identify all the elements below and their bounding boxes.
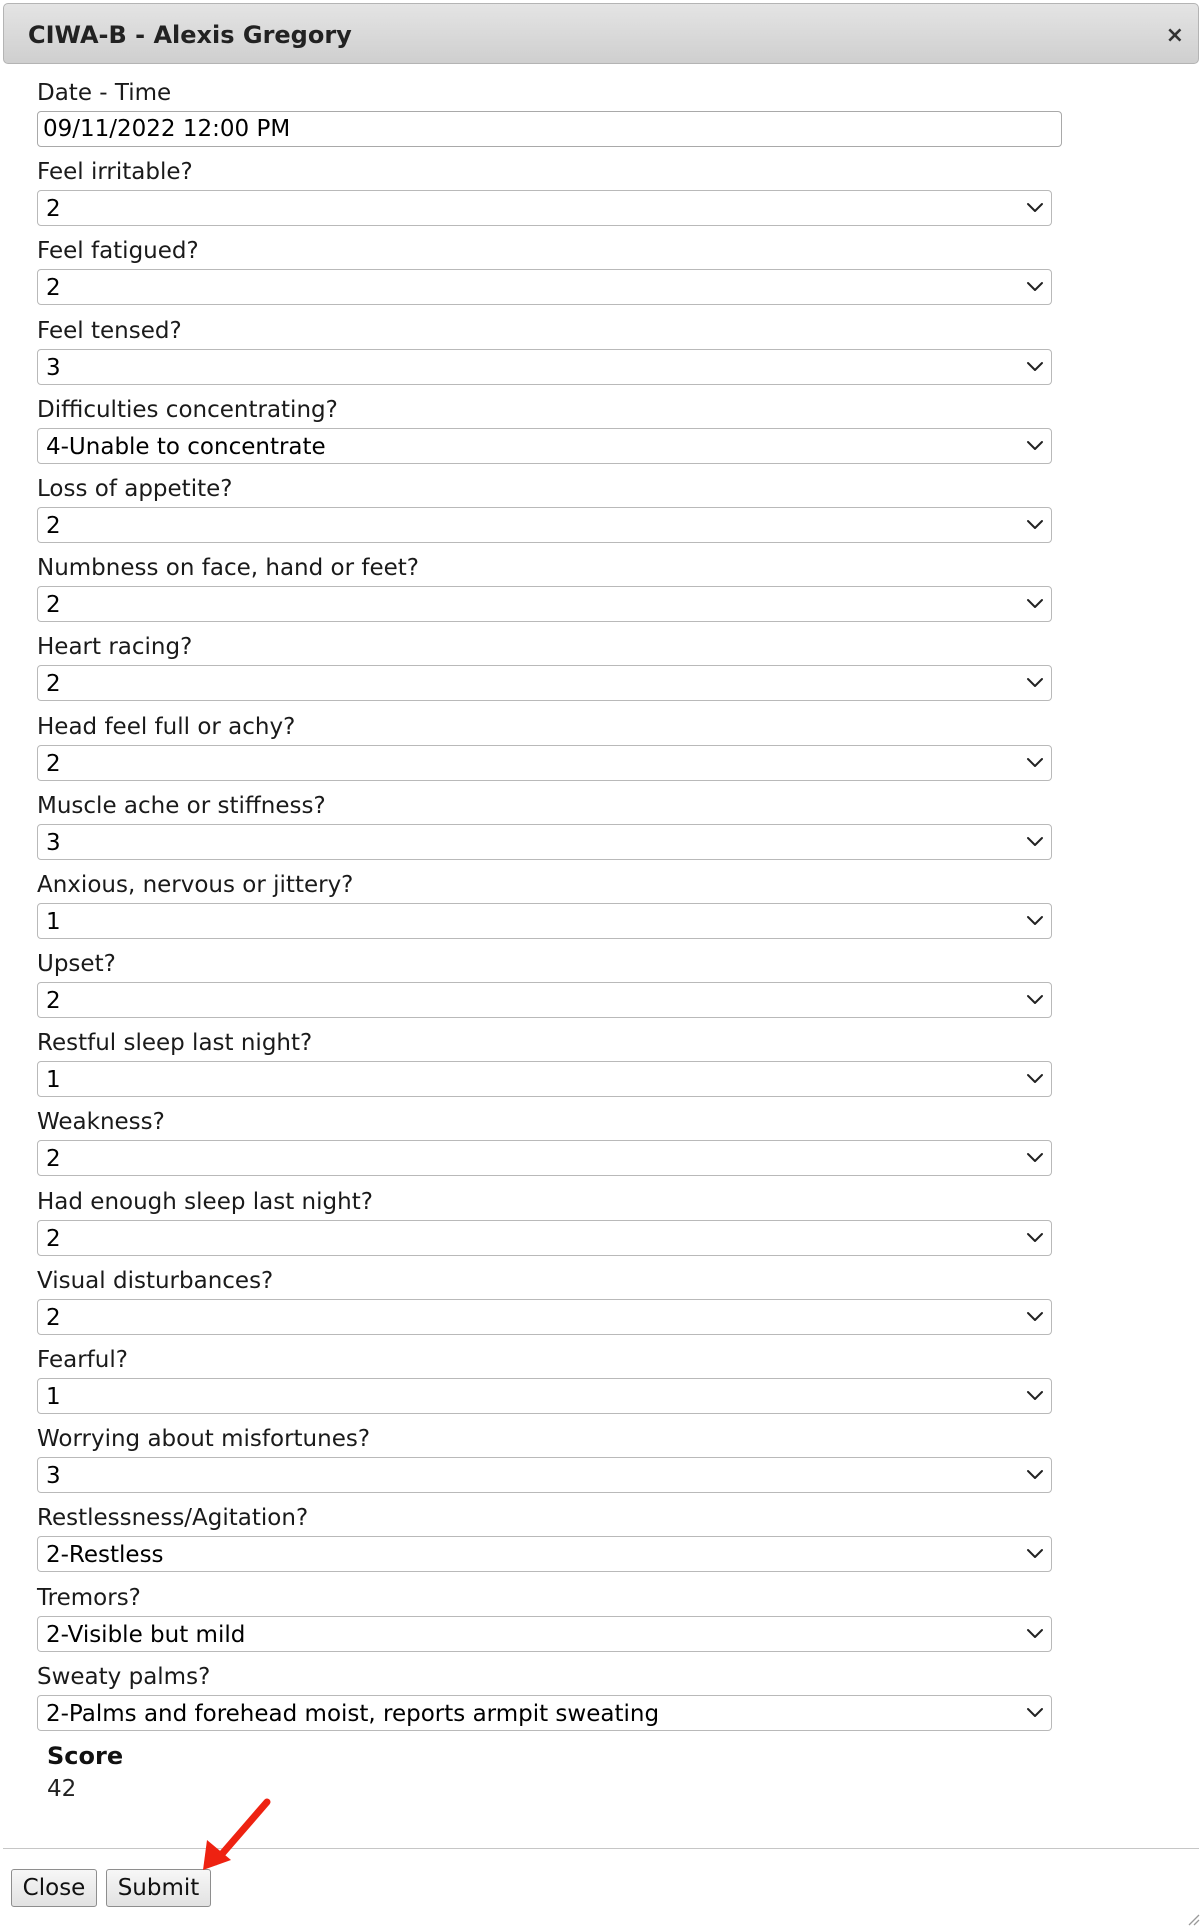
question-field (37, 475, 1067, 554)
question-field (37, 1346, 1067, 1425)
question-field (37, 1108, 1067, 1187)
submit-button[interactable]: Submit (106, 1869, 211, 1907)
question-label: Heart racing? (37, 634, 193, 661)
question-label: Fearful? (37, 1347, 128, 1373)
date-time-input[interactable] (37, 111, 1062, 147)
question-select[interactable] (37, 586, 1052, 622)
chevron-down-icon (1025, 439, 1045, 453)
chevron-down-icon (1025, 835, 1045, 849)
question-field (37, 1584, 1067, 1663)
chevron-down-icon (1025, 518, 1045, 532)
question-field (37, 1188, 1067, 1267)
chevron-down-icon (1025, 1627, 1045, 1641)
question-field (37, 871, 1067, 950)
chevron-down-icon (1025, 1389, 1045, 1403)
question-label: Loss of appetite? (37, 475, 233, 502)
question-field (37, 713, 1067, 792)
question-field (37, 1504, 1067, 1583)
question-label: Head feel full or achy? (37, 713, 296, 740)
chevron-down-icon (1025, 360, 1045, 374)
question-select-value: 2 (46, 592, 61, 619)
question-field (37, 1663, 1067, 1742)
chevron-down-icon (1025, 1310, 1045, 1324)
question-select[interactable] (37, 1457, 1052, 1493)
question-field (37, 1267, 1067, 1346)
question-field (37, 554, 1067, 633)
question-select[interactable] (37, 824, 1052, 860)
question-select-value: 1 (46, 1067, 61, 1094)
footer-divider (3, 1848, 1199, 1849)
question-select-value: 2 (46, 196, 61, 223)
chevron-down-icon (1025, 756, 1045, 770)
score-label: Score (47, 1742, 124, 1770)
chevron-down-icon (1025, 280, 1045, 294)
score-value: 42 (47, 1776, 77, 1802)
question-field (37, 158, 1067, 237)
chevron-down-icon (1025, 597, 1045, 611)
chevron-down-icon (1025, 201, 1045, 215)
question-label: Tremors? (37, 1584, 141, 1611)
chevron-down-icon (1025, 993, 1045, 1007)
question-select[interactable] (37, 1061, 1052, 1097)
question-field (37, 396, 1067, 475)
question-select-value: 2 (46, 512, 61, 539)
question-field (37, 950, 1067, 1029)
question-label: Sweaty palms? (37, 1663, 211, 1690)
question-select[interactable] (37, 507, 1052, 543)
chevron-down-icon (1025, 676, 1045, 690)
arrow-icon (195, 1794, 275, 1874)
question-select-value: 4-Unable to concentrate (46, 433, 326, 460)
question-label: Difficulties concentrating? (37, 396, 338, 423)
date-time-label: Date - Time (37, 80, 172, 106)
question-select-value: 2-Visible but mild (46, 1621, 246, 1648)
question-label: Feel irritable? (37, 159, 193, 186)
question-label: Had enough sleep last night? (37, 1188, 373, 1215)
close-icon[interactable]: × (1165, 23, 1184, 48)
question-select-value: 2 (46, 1146, 61, 1173)
question-field (37, 237, 1067, 316)
question-select-value: 2 (46, 1304, 61, 1331)
dialog-title: CIWA-B - Alexis Gregory (28, 21, 352, 49)
question-select-value: 1 (46, 908, 61, 935)
question-label: Feel fatigued? (37, 238, 199, 265)
question-select-value: 2 (46, 1225, 61, 1252)
question-label: Numbness on face, hand or feet? (37, 555, 419, 582)
score-block (47, 1742, 123, 1803)
chevron-down-icon (1025, 1706, 1045, 1720)
chevron-down-icon (1025, 914, 1045, 928)
question-select[interactable] (37, 745, 1052, 781)
question-select-value: 2 (46, 275, 61, 302)
question-select[interactable] (37, 1140, 1052, 1176)
chevron-down-icon (1025, 1547, 1045, 1561)
question-select[interactable] (37, 903, 1052, 939)
question-list (37, 158, 1067, 1742)
question-label: Feel tensed? (37, 317, 182, 344)
question-field (37, 317, 1067, 396)
question-select-value: 2 (46, 988, 61, 1015)
question-select[interactable] (37, 428, 1052, 464)
dialog-titlebar[interactable] (3, 3, 1199, 64)
question-field (37, 1029, 1067, 1108)
question-label: Restlessness/Agitation? (37, 1505, 309, 1532)
question-select[interactable] (37, 190, 1052, 226)
chevron-down-icon (1025, 1072, 1045, 1086)
question-select-value: 3 (46, 829, 61, 856)
question-select[interactable] (37, 1220, 1052, 1256)
ciwa-form (37, 79, 1067, 1742)
question-label: Anxious, nervous or jittery? (37, 871, 354, 898)
resize-grip-icon[interactable] (1186, 1912, 1200, 1926)
question-select[interactable] (37, 269, 1052, 305)
question-label: Visual disturbances? (37, 1267, 274, 1294)
question-label: Weakness? (37, 1109, 165, 1136)
question-label: Restful sleep last night? (37, 1030, 313, 1057)
chevron-down-icon (1025, 1151, 1045, 1165)
question-select-value: 2-Restless (46, 1542, 164, 1569)
chevron-down-icon (1025, 1231, 1045, 1245)
question-select[interactable] (37, 349, 1052, 385)
question-select-value: 2 (46, 671, 61, 698)
question-field (37, 1425, 1067, 1504)
question-select-value: 2-Palms and forehead moist, reports armpit sweating (46, 1700, 660, 1727)
close-button[interactable]: Close (11, 1869, 97, 1907)
question-label: Worrying about misfortunes? (37, 1426, 371, 1453)
question-select[interactable] (37, 665, 1052, 701)
date-time-field (37, 79, 1067, 158)
question-select[interactable] (37, 1299, 1052, 1335)
question-label: Muscle ache or stiffness? (37, 792, 326, 819)
question-select-value: 2 (46, 750, 61, 777)
question-select[interactable] (37, 1536, 1052, 1572)
question-select[interactable] (37, 1378, 1052, 1414)
question-field (37, 792, 1067, 871)
question-label: Upset? (37, 951, 116, 978)
question-field (37, 633, 1067, 712)
question-select-value: 3 (46, 354, 61, 381)
question-select[interactable] (37, 982, 1052, 1018)
chevron-down-icon (1025, 1468, 1045, 1482)
question-select[interactable] (37, 1616, 1052, 1652)
question-select-value: 1 (46, 1384, 61, 1410)
question-select-value: 3 (46, 1463, 61, 1490)
question-select[interactable] (37, 1695, 1052, 1731)
